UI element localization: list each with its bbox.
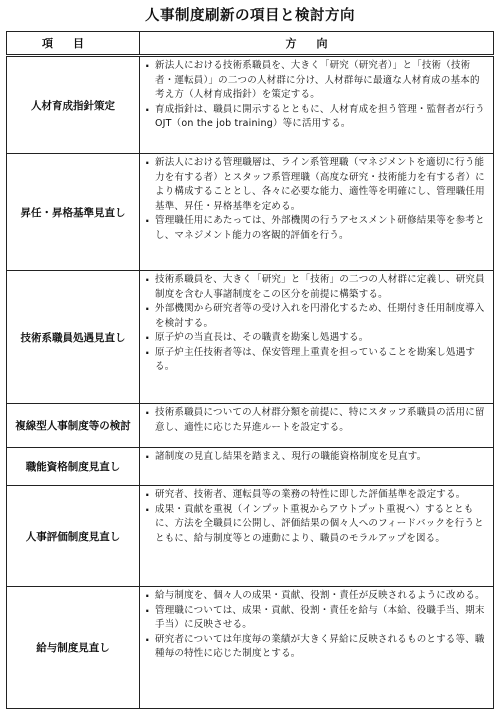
table-row (7, 404, 494, 448)
row-item-label: 技術系職員処遇見直し (7, 271, 140, 404)
direction-list (144, 589, 488, 662)
direction-point: · 成果・貢献を重視（インプット重視からアウトプット重視へ）するとともに、方法を全職員に公開し、評価結果の個々人へのフィードバックを行うとともに、給与制度等との連動により、職員のモラルアップを図る。 (144, 503, 488, 547)
direction-point: · 新法人における管理職層は、ライン系管理職（マネジメントを適切に行う能力を有する者）とスタッフ系管理職（高度な研究・技術能力を有する者）により構成することとし、各々に必要な能力、適性等を明確にし、管理職任用基準、昇任・昇格基準を定める。 (144, 156, 488, 214)
direction-list (144, 59, 488, 132)
row-item-label: 給与制度見直し (7, 587, 140, 709)
row-item-label: 職能資格制度見直し (7, 448, 140, 486)
direction-list (144, 450, 488, 465)
direction-point: · 研究者、技術者、運転員等の業務の特性に即した評価基準を設定する。 (144, 488, 488, 503)
row-direction-cell (140, 56, 494, 154)
row-item-label: 昇任・昇格基準見直し (7, 154, 140, 271)
header-item: 項目 (7, 32, 140, 56)
direction-point: · 技術系職員を、大きく「研究」と「技術」の二つの人材群に定義し、研究員制度を含む人事諸制度をこの区分を前提に構築する。 (144, 273, 488, 302)
table-row (7, 154, 494, 271)
direction-list (144, 406, 488, 435)
direction-point: · 外部機関から研究者等の受け入れを円滑化するため、任期付き任用制度導入を検討する。 (144, 302, 488, 331)
direction-point: · 諸制度の見直し結果を踏まえ、現行の職能資格制度を見直す。 (144, 450, 488, 465)
document-title: 人事制度刷新の項目と検討方向 (145, 8, 355, 24)
direction-point: · 研究者については年度毎の業績が大きく昇給に反映されるものとする等、職種毎の特性に応じた制度とする。 (144, 633, 488, 662)
table-row (7, 56, 494, 154)
row-direction-cell (140, 271, 494, 404)
personnel-reform-table (6, 31, 494, 709)
direction-point: · 原子炉主任技術者等は、保安管理上重責を担っていることを勘案し処遇する。 (144, 346, 488, 375)
direction-list (144, 488, 488, 546)
row-item-label: 複線型人事制度等の検討 (7, 404, 140, 448)
row-direction-cell (140, 448, 494, 486)
direction-point: · 管理職については、成果・貢献、役割・責任を給与（本給、役職手当、期末手当）に反映させる。 (144, 604, 488, 633)
row-direction-cell (140, 404, 494, 448)
direction-point: · 新法人における技術系職員を、大きく「研究（研究者）」と「技術（技術者・運転員）」の二つの人材群に分け、人材群毎に最適な人材育成の基本的考え方（人材育成指針）を策定する。 (144, 59, 488, 103)
table-row (7, 271, 494, 404)
direction-point: · 育成指針は、職員に開示するとともに、人材育成を担う管理・監督者が行うOJT（on the job training）等に活用する。 (144, 103, 488, 132)
table-row (7, 448, 494, 486)
direction-point: · 給与制度を、個々人の成果・貢献、役割・責任が反映されるように改める。 (144, 589, 488, 604)
direction-point: · 技術系職員についての人材群分類を前提に、特にスタッフ系職員の活用に留意し、適性に応じた昇進ルートを設定する。 (144, 406, 488, 435)
row-direction-cell (140, 587, 494, 709)
direction-point: · 原子炉の当直長は、その職責を勘案し処遇する。 (144, 331, 488, 346)
row-item-label: 人事評価制度見直し (7, 486, 140, 587)
row-item-label: 人材育成指針策定 (7, 56, 140, 154)
direction-list (144, 273, 488, 375)
table-header-row (7, 32, 494, 56)
direction-point: · 管理職任用にあたっては、外部機関の行うアセスメント研修結果等を参考とし、マネジメント能力の客観的評価を行う。 (144, 214, 488, 243)
direction-list (144, 156, 488, 243)
row-direction-cell (140, 154, 494, 271)
table-row (7, 587, 494, 709)
header-direction: 方向 (140, 32, 494, 56)
table-row (7, 486, 494, 587)
row-direction-cell (140, 486, 494, 587)
